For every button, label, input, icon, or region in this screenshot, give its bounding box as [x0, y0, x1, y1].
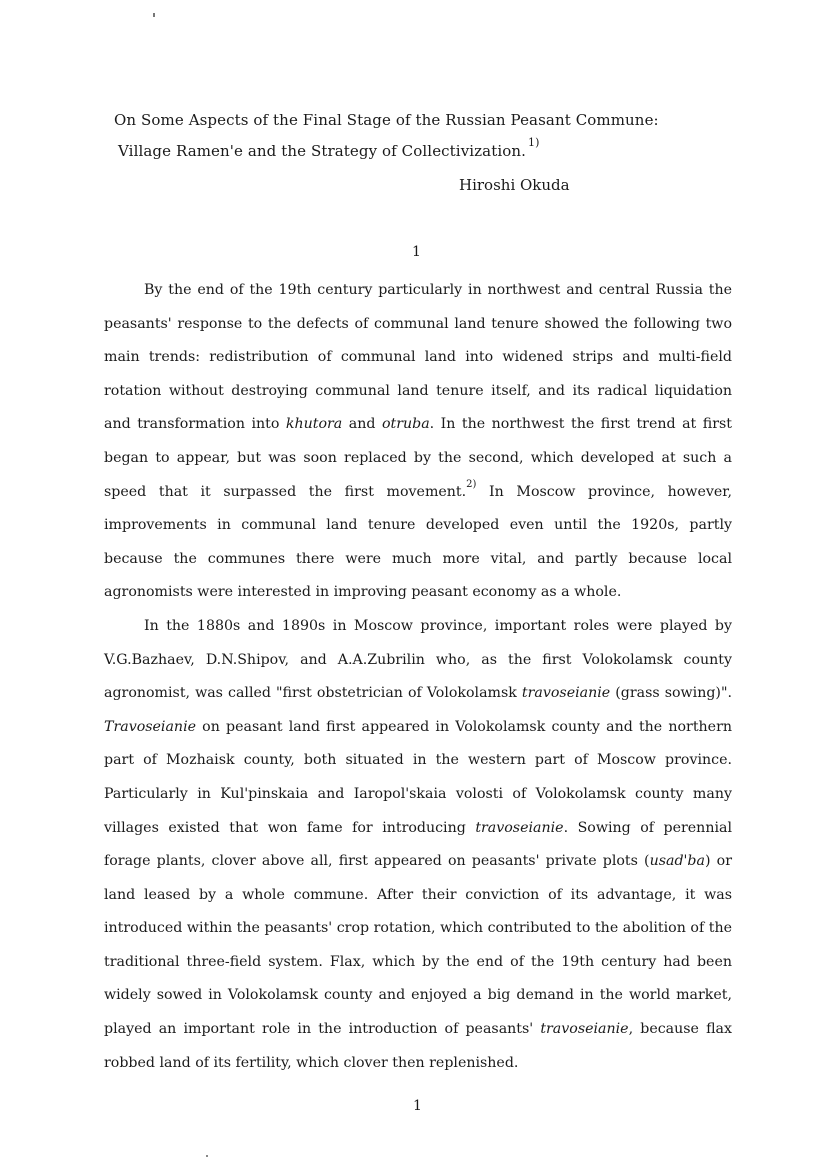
- paragraph-1: [104, 274, 732, 610]
- title-text-1: On Some Aspects of the Final Stage of the Russian Peasant Commune:: [114, 111, 659, 129]
- title-text-2: Village Ramen'e and the Strategy of Collectivization.: [118, 142, 526, 160]
- p1-text-b: and: [342, 416, 382, 433]
- p1-text-d: In Moscow province, however, improvements in communal land tenure developed even until the 1920s, partly because the communes there were much more vital, and partly because local agronomists were interested in improving peasant economy as a whole.: [104, 483, 732, 601]
- p1-text-a: By the end of the 19th century particularly in northwest and central Russia the peasants' response to the defects of communal land tenure showed the following two main trends: redistribution of communal land into widened strips and multi-field rotation without destroying communal land tenure itself, and its radical liquidation and transformation into: [104, 282, 732, 433]
- paragraph-2: [104, 610, 732, 1080]
- p2-text-a: In the 1880s and 1890s in Moscow province, important roles were played by V.G.Bazhaev, D.N.Shipov, and A.A.Zubrilin who, as the first Volokolamsk county agronomist, was called "first obstetrician of Volokolamsk: [104, 617, 732, 702]
- p2-italic-5: travoseianie: [540, 1021, 629, 1038]
- p2-italic-1: travoseianie: [521, 685, 611, 702]
- p2-text-b: (grass sowing)".: [610, 685, 732, 702]
- body-text: [104, 274, 732, 1080]
- p1-italic-khutora: khutora: [285, 416, 343, 433]
- p1-text-c: . In the northwest the first trend at first began to appear, but was soon replaced by the second, which developed at such a speed that it surpassed the first movement.: [104, 416, 732, 500]
- title-footnote-marker: 1): [528, 136, 540, 149]
- scan-speck: [206, 1155, 208, 1157]
- scan-speck: [153, 13, 155, 17]
- author-name: Hiroshi Okuda: [459, 176, 570, 194]
- p2-text-d: . Sowing of perennial forage plants, clover above all, first appeared on peasants' private plots (: [104, 819, 732, 870]
- p2-text-c: on peasant land first appeared in Volokolamsk county and the northern part of Mozhaisk county, both situated in the western part of Moscow province. Particularly in Kul'pinskaia and Iaropol'skaia volosti of Volokolamsk county many villages existed that won fame for introducing: [104, 718, 732, 836]
- p2-italic-2: Travoseianie: [104, 718, 197, 735]
- page-number: 1: [413, 1098, 422, 1114]
- p2-text-e: ) or land leased by a whole commune. After their conviction of its advantage, it was introduced within the peasants' crop rotation, which contributed to the abolition of the traditional three-field system. Flax, which by the end of the 19th century had been widely sowed in Volokolamsk county and enjoyed a big demand in the world market, played an important role in the introduction of peasants': [104, 853, 732, 1038]
- title-line-2: [118, 136, 540, 160]
- title-line-1: [114, 111, 659, 129]
- p1-italic-otruba: otruba: [381, 416, 430, 433]
- p1-footnote-marker: 2): [466, 478, 477, 490]
- p2-italic-3: travoseianie: [475, 819, 564, 836]
- p2-italic-usadba: usad'ba: [649, 853, 705, 870]
- p2-text-f: , because flax robbed land of its fertility, which clover then replenished.: [104, 1021, 732, 1071]
- section-number: 1: [412, 244, 421, 260]
